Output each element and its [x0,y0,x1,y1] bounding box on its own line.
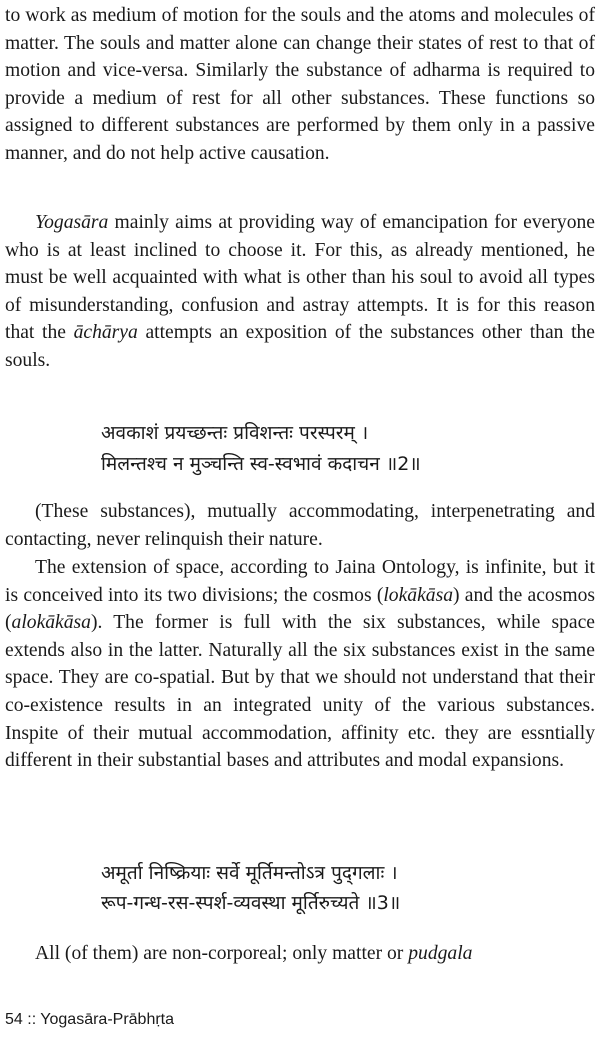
sanskrit-verse-3-line-2: रूप-गन्ध-रस-स्पर्श-व्यवस्था मूर्तिरुच्यते ॥3॥ [101,892,401,914]
italic-term-pudgala: pudgala [408,943,473,964]
italic-term-yogasara: Yogasāra [35,212,109,233]
paragraph-text: attempts an exposition of the substances other than the souls. [5,322,596,371]
paragraph-verse-2-translation [5,498,595,553]
paragraph-text: ). The former is full with the six substances, while space extends also in the latter. Naturally all the six substances exist in the same space. They are co-spatial. But by that we should not understand that their co-existence results in an integrated unity of the various substances. Inspite of their mutual accommodation, affinity etc. they are essntially different in their substantial bases and attributes and modal expansions. [5,612,595,772]
sanskrit-verse-3-line-1: अमूर्ता निष्क्रियाः सर्वे मूर्तिमन्तोऽत्र पुद्‌गलाः । [101,862,398,884]
page-footer: 54 :: Yogasāra-Prābhṛta [5,1011,175,1028]
italic-term-acharya: āchārya [73,322,138,344]
paragraph-non-corporeal [5,940,595,968]
book-page [5,0,595,1039]
paragraph-text: ) and the acosmos ( [5,584,596,634]
paragraph-yogasara-aims [5,209,595,375]
paragraph-space-extension [5,554,595,775]
sanskrit-verse-2-line-1: अवकाशं प्रयच्छन्तः प्रविशन्तः परस्परम् । [101,422,369,444]
italic-term-alokakasa: alokākāsa [11,612,91,634]
paragraph-text: The extension of space, according to Jaina Ontology, is infinite, but it is conceived into its two divisions; the cosmos ( [5,557,595,606]
paragraph-text: All (of them) are non-corporeal; only matter or [35,943,409,964]
italic-term-lokakasa: lokākāsa [383,584,454,606]
paragraph-motion-medium: to work as medium of motion for the souls and the atoms and molecules of matter. The souls and matter alone can change their states of rest to that of motion and vice-versa. Similarly the substance of adharma is required to provide a medium of rest for all other substances. These functions so assigned to different substances are performed by them only in a passive manner, and do not help active causation. [5,5,595,164]
paragraph-text: (These substances), mutually accommodating, interpenetrating and contacting, never relinquish their nature. [5,501,595,550]
sanskrit-verse-2-line-2: मिलन्तश्च न मुञ्चन्ति स्व-स्वभावं कदाचन ॥2॥ [101,453,421,475]
paragraph-text: mainly aims at providing way of emancipation for everyone who is at least inclined to choose it. For this, as already mentioned, he must be well acquainted with what is other than his soul to avoid all types of misunderstanding, confusion and astray attempts. It is for this reason that the [5,212,595,344]
